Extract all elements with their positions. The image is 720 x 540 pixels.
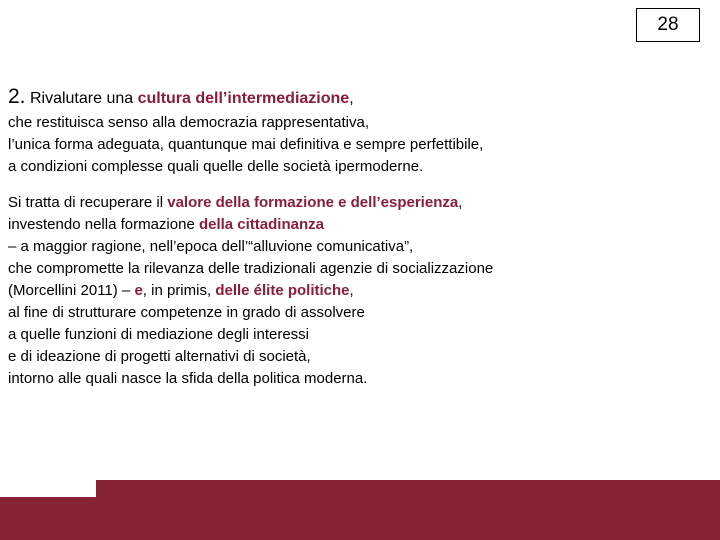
text: (Morcellini 2011) – xyxy=(8,282,135,299)
highlight-elite: delle élite politiche xyxy=(215,282,350,299)
point-punct: , xyxy=(349,90,354,107)
highlight-formation: valore della formazione e dell’esperienza xyxy=(167,194,459,211)
text: , in primis, xyxy=(142,282,216,299)
slide-body xyxy=(8,84,708,390)
point-2-line-2: l’unica forma adeguata, quantunque mai definitiva e sempre perfettibile, xyxy=(8,136,484,153)
highlight-e: e xyxy=(134,282,143,299)
para-2-line-8: e di ideazione di progetti alternativi di società, xyxy=(8,348,311,365)
para-2-line-6: al fine di strutturare competenze in grado di assolvere xyxy=(8,304,365,321)
para-2-line-4: che compromette la rilevanza delle tradizionali agenzie di socializzazione xyxy=(8,260,494,277)
para-2-line-7: a quelle funzioni di mediazione degli interessi xyxy=(8,326,310,343)
point-intro: Rivalutare una xyxy=(25,90,138,107)
footer-bar-left xyxy=(0,497,96,540)
para-2-line-5 xyxy=(8,280,708,302)
para-2-line-2 xyxy=(8,214,708,236)
text: , xyxy=(458,194,463,211)
footer-bar xyxy=(96,480,720,540)
text: investendo nella formazione xyxy=(8,216,199,233)
point-2-line-1: che restituisca senso alla democrazia rappresentativa, xyxy=(8,114,370,131)
page-number: 28 xyxy=(636,8,700,42)
highlight-intermediation: cultura dell’intermediazione xyxy=(137,90,350,107)
para-2-line-9: intorno alle quali nasce la sfida della politica moderna. xyxy=(8,370,368,387)
text: Si tratta di recuperare il xyxy=(8,194,168,211)
para-2-line-3: – a maggior ragione, nell’epoca dell’“alluvione comunicativa”, xyxy=(8,238,414,255)
point-2-line-3: a condizioni complesse quali quelle delle società ipermoderne. xyxy=(8,158,424,175)
text: , xyxy=(349,282,354,299)
point-2-heading xyxy=(8,84,708,112)
highlight-citizenship: della cittadinanza xyxy=(198,216,324,233)
para-2-line-1 xyxy=(8,192,708,214)
point-number: 2. xyxy=(8,85,26,108)
